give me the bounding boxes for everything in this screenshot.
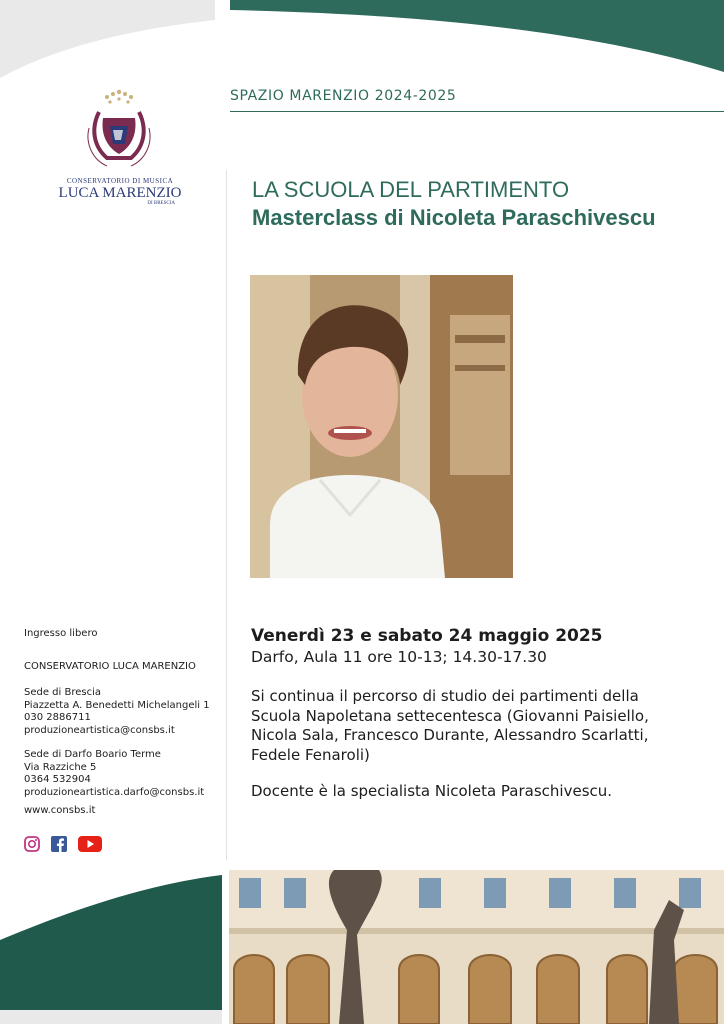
cloister-photo xyxy=(229,870,724,1024)
darfo-contact xyxy=(24,749,204,799)
event-date: Venerdì 23 e sabato 24 maggio 2025 xyxy=(251,626,603,646)
institution-name: CONSERVATORIO LUCA MARENZIO xyxy=(24,661,196,672)
darfo-address: Via Razziche 5 xyxy=(24,761,97,773)
website-link[interactable]: www.consbs.it xyxy=(24,805,96,816)
logo-line2: LUCA MARENZIO xyxy=(58,185,182,201)
brescia-email[interactable]: produzioneartistica@consbs.it xyxy=(24,724,175,736)
social-links xyxy=(24,835,108,853)
logo-line1: CONSERVATORIO DI MUSICA xyxy=(66,177,174,185)
event-subtitle: Masterclass di Nicoleta Paraschivescu xyxy=(252,205,656,230)
darfo-label: Sede di Darfo Boario Terme xyxy=(24,749,161,760)
docente-text: Docente è la specialista Nicoleta Paraschivescu. xyxy=(251,782,613,800)
ingresso-libero: Ingresso libero xyxy=(24,628,98,639)
facebook-icon[interactable] xyxy=(51,836,67,856)
brescia-label: Sede di Brescia xyxy=(24,687,102,698)
description-line: Scuola Napoletana settecentesca (Giovanni Paisiello, xyxy=(251,706,649,725)
event-title: LA SCUOLA DEL PARTIMENTO xyxy=(252,177,570,202)
youtube-icon[interactable] xyxy=(78,836,102,856)
brescia-address: Piazzetta A. Benedetti Michelangeli 1 xyxy=(24,699,210,711)
lyre-crest-icon xyxy=(55,88,185,173)
conservatory-logo xyxy=(55,88,185,213)
series-title: SPAZIO MARENZIO 2024-2025 xyxy=(230,88,457,104)
description-line: Si continua il percorso di studio dei partimenti della xyxy=(251,687,639,705)
column-divider xyxy=(226,170,227,860)
description-line: Fedele Fenaroli) xyxy=(251,745,370,764)
instagram-icon[interactable] xyxy=(24,836,40,856)
logo-line3: DI BRESCIA xyxy=(147,201,175,206)
portrait-photo xyxy=(250,275,513,578)
darfo-email[interactable]: produzioneartistica.darfo@consbs.it xyxy=(24,786,205,798)
event-title-block xyxy=(252,176,656,232)
event-description xyxy=(251,687,711,765)
event-place: Darfo, Aula 11 ore 10-13; 14.30-17.30 xyxy=(251,648,547,666)
darfo-phone: 0364 532904 xyxy=(24,774,91,785)
description-line: Nicola Sala, Francesco Durante, Alessandro Scarlatti, xyxy=(251,726,649,744)
top-decor-band xyxy=(0,0,724,80)
header-divider xyxy=(230,111,724,112)
brescia-phone: 030 2886711 xyxy=(24,712,91,723)
brescia-contact xyxy=(24,687,210,737)
